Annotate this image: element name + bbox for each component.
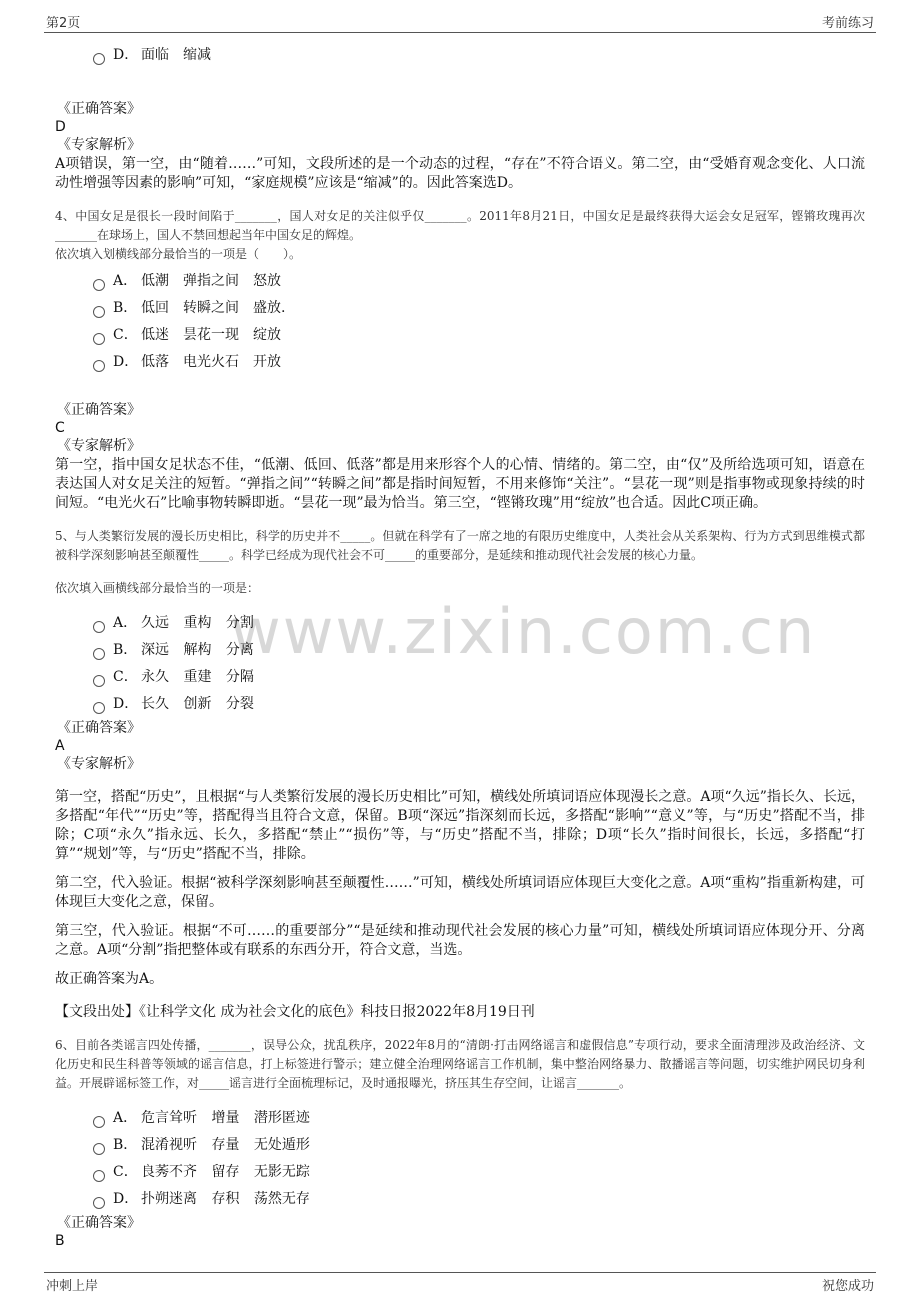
q6-option-d[interactable]: D． 扑朔迷离 存积 荡然无存 bbox=[93, 1186, 865, 1213]
q5-option-b[interactable]: B． 深远 解构 分离 bbox=[93, 637, 865, 664]
q3-options bbox=[93, 42, 865, 69]
radio-icon[interactable] bbox=[93, 1197, 105, 1209]
question-5-stem: 5、与人类繁衍发展的漫长历史相比，科学的历史并不_____。但就在科学有了一席之地的有限历史维度中，人类社会从关系架构、行为方式到思维模式都被科学深刻影响甚至颠覆性_____。科学已经成为现代社会不可_____的重要部分，是延续和推动现代社会发展的核心力量。 bbox=[55, 529, 865, 562]
page-footer bbox=[44, 1272, 876, 1297]
radio-icon[interactable] bbox=[93, 702, 105, 714]
answer-value: C bbox=[55, 420, 65, 436]
radio-icon[interactable] bbox=[93, 306, 105, 318]
page-header bbox=[44, 10, 876, 33]
q6-option-c[interactable]: C． 良莠不齐 留存 无影无踪 bbox=[93, 1159, 865, 1186]
q6-options bbox=[93, 1105, 865, 1213]
answer-value: B bbox=[55, 1233, 65, 1249]
radio-icon[interactable] bbox=[93, 333, 105, 345]
radio-icon[interactable] bbox=[93, 648, 105, 660]
answer-title: 《正确答案》 bbox=[57, 1215, 141, 1231]
question-4-prompt: 依次填入划横线部分最恰当的一项是（ ）。 bbox=[55, 247, 302, 261]
explanation: A项错误，第一空，由“随着……”可知，文段所述的是一个动态的过程，“存在”不符合语义。第二空，由“受婚育观念变化、人口流动性增强等因素的影响”可知，“家庭规模”应该是“缩减”的。因此答案选D。 bbox=[55, 156, 865, 191]
q5-option-a[interactable]: A． 久远 重构 分割 bbox=[93, 610, 865, 637]
document-body bbox=[55, 32, 865, 1249]
q4-option-d[interactable]: D． 低落 电光火石 开放 bbox=[93, 349, 865, 376]
question-6-stem: 6、目前各类谣言四处传播，_______，误导公众，扰乱秩序，2022年8月的“清朗·打击网络谣言和虚假信息”专项行动，要求全面清理涉及政治经济、文化历史和民生科普等领域的谣言信息，打上标签进行警示；建立健全治理网络谣言工作机制，集中整治网络暴力、散播谣言等问题，切实维护网民切身利益。开展辟谣标签工作，对_____谣言进行全面梳理标记，及时通报曝光，挤压其生存空间，让谣言_______。 bbox=[55, 1038, 865, 1090]
radio-icon[interactable] bbox=[93, 1170, 105, 1182]
answer-title: 《正确答案》 bbox=[57, 402, 141, 418]
explanation-part-4: 故正确答案为A。 bbox=[55, 971, 164, 987]
answer-value: D bbox=[55, 119, 66, 135]
radio-icon[interactable] bbox=[93, 53, 105, 65]
q4-option-b[interactable]: B． 低回 转瞬之间 盛放. bbox=[93, 295, 865, 322]
radio-icon[interactable] bbox=[93, 1143, 105, 1155]
explanation: 第一空，指中国女足状态不佳，“低潮、低回、低落”都是用来形容个人的心情、情绪的。第二空，由“仅”及所给选项可知，语意在表达国人对女足关注的短暂。“弹指之间”“转瞬之间”都是指时间短暂，不用来修饰“关注”。“昙花一现”则是指事物或现象持续的时间短。“电光火石”比喻事物转瞬即逝。“昙花一现”最为恰当。第三空，“铿锵玫瑰”用“绽放”也合适。因此C项正确。 bbox=[55, 457, 865, 511]
explanation-part-1: 第一空，搭配“历史”，且根据“与人类繁衍发展的漫长历史相比”可知，横线处所填词语应体现漫长之意。A项“久远”指长久、长远，多搭配“年代”“历史”等，搭配得当且符合文意，保留。B项“深远”指深刻而长远，多搭配“影响”“意义”等，与“历史”搭配不当，排除；C项“永久”指永远、长久，多搭配“禁止”“损伤”等，与“历史”搭配不当，排除；D项“长久”指时间很长，长远，多搭配“打算”“规划”等，与“历史”搭配不当，排除。 bbox=[55, 789, 865, 862]
answer-title: 《正确答案》 bbox=[57, 101, 141, 117]
question-5-prompt: 依次填入画横线部分最恰当的一项是： bbox=[55, 581, 260, 595]
q4-option-a[interactable]: A． 低潮 弹指之间 怒放 bbox=[93, 268, 865, 295]
radio-icon[interactable] bbox=[93, 621, 105, 633]
q5-option-c[interactable]: C． 永久 重建 分隔 bbox=[93, 664, 865, 691]
radio-icon[interactable] bbox=[93, 1116, 105, 1128]
q6-option-b[interactable]: B． 混淆视听 存量 无处遁形 bbox=[93, 1132, 865, 1159]
q3-option-d[interactable]: D． 面临 缩减 bbox=[93, 42, 865, 69]
header-title: 考前练习 bbox=[821, 16, 874, 31]
radio-icon[interactable] bbox=[93, 675, 105, 687]
q5-options bbox=[93, 610, 865, 718]
q4-options bbox=[93, 268, 865, 376]
radio-icon[interactable] bbox=[93, 360, 105, 372]
question-4-stem: 4、中国女足是很长一段时间陷于_______，国人对女足的关注似乎仅_______。2011年8月21日，中国女足是最终获得大运会女足冠军，铿锵玫瑰再次_______在球场上，国人不禁回想起当年中国女足的辉煌。 bbox=[55, 209, 865, 242]
radio-icon[interactable] bbox=[93, 279, 105, 291]
expert-title: 《专家解析》 bbox=[57, 756, 141, 772]
page-number: 第2页 bbox=[46, 16, 81, 31]
watermark: www.zixin.com.cn bbox=[230, 595, 817, 668]
answer-value: A bbox=[55, 738, 65, 754]
expert-title: 《专家解析》 bbox=[57, 137, 141, 153]
explanation-part-3: 第三空，代入验证。根据“不可……的重要部分”“是延续和推动现代社会发展的核心力量”可知，横线处所填词语应体现分开、分离之意。A项“分割”指把整体或有联系的东西分开，符合文意，当选。 bbox=[55, 923, 865, 958]
answer-title: 《正确答案》 bbox=[57, 720, 141, 736]
passage-source: 【文段出处】《让科学文化 成为社会文化的底色》科技日报2022年8月19日刊 bbox=[55, 1004, 535, 1020]
q4-option-c[interactable]: C． 低迷 昙花一现 绽放 bbox=[93, 322, 865, 349]
q5-option-d[interactable]: D． 长久 创新 分裂 bbox=[93, 691, 865, 718]
footer-left: 冲刺上岸 bbox=[46, 1279, 99, 1294]
q6-option-a[interactable]: A． 危言耸听 增量 潜形匿迹 bbox=[93, 1105, 865, 1132]
footer-right: 祝您成功 bbox=[821, 1279, 874, 1294]
explanation-part-2: 第二空，代入验证。根据“被科学深刻影响甚至颠覆性……”可知，横线处所填词语应体现巨大变化之意。A项“重构”指重新构建，可体现巨大变化之意，保留。 bbox=[55, 875, 865, 910]
expert-title: 《专家解析》 bbox=[57, 438, 141, 454]
